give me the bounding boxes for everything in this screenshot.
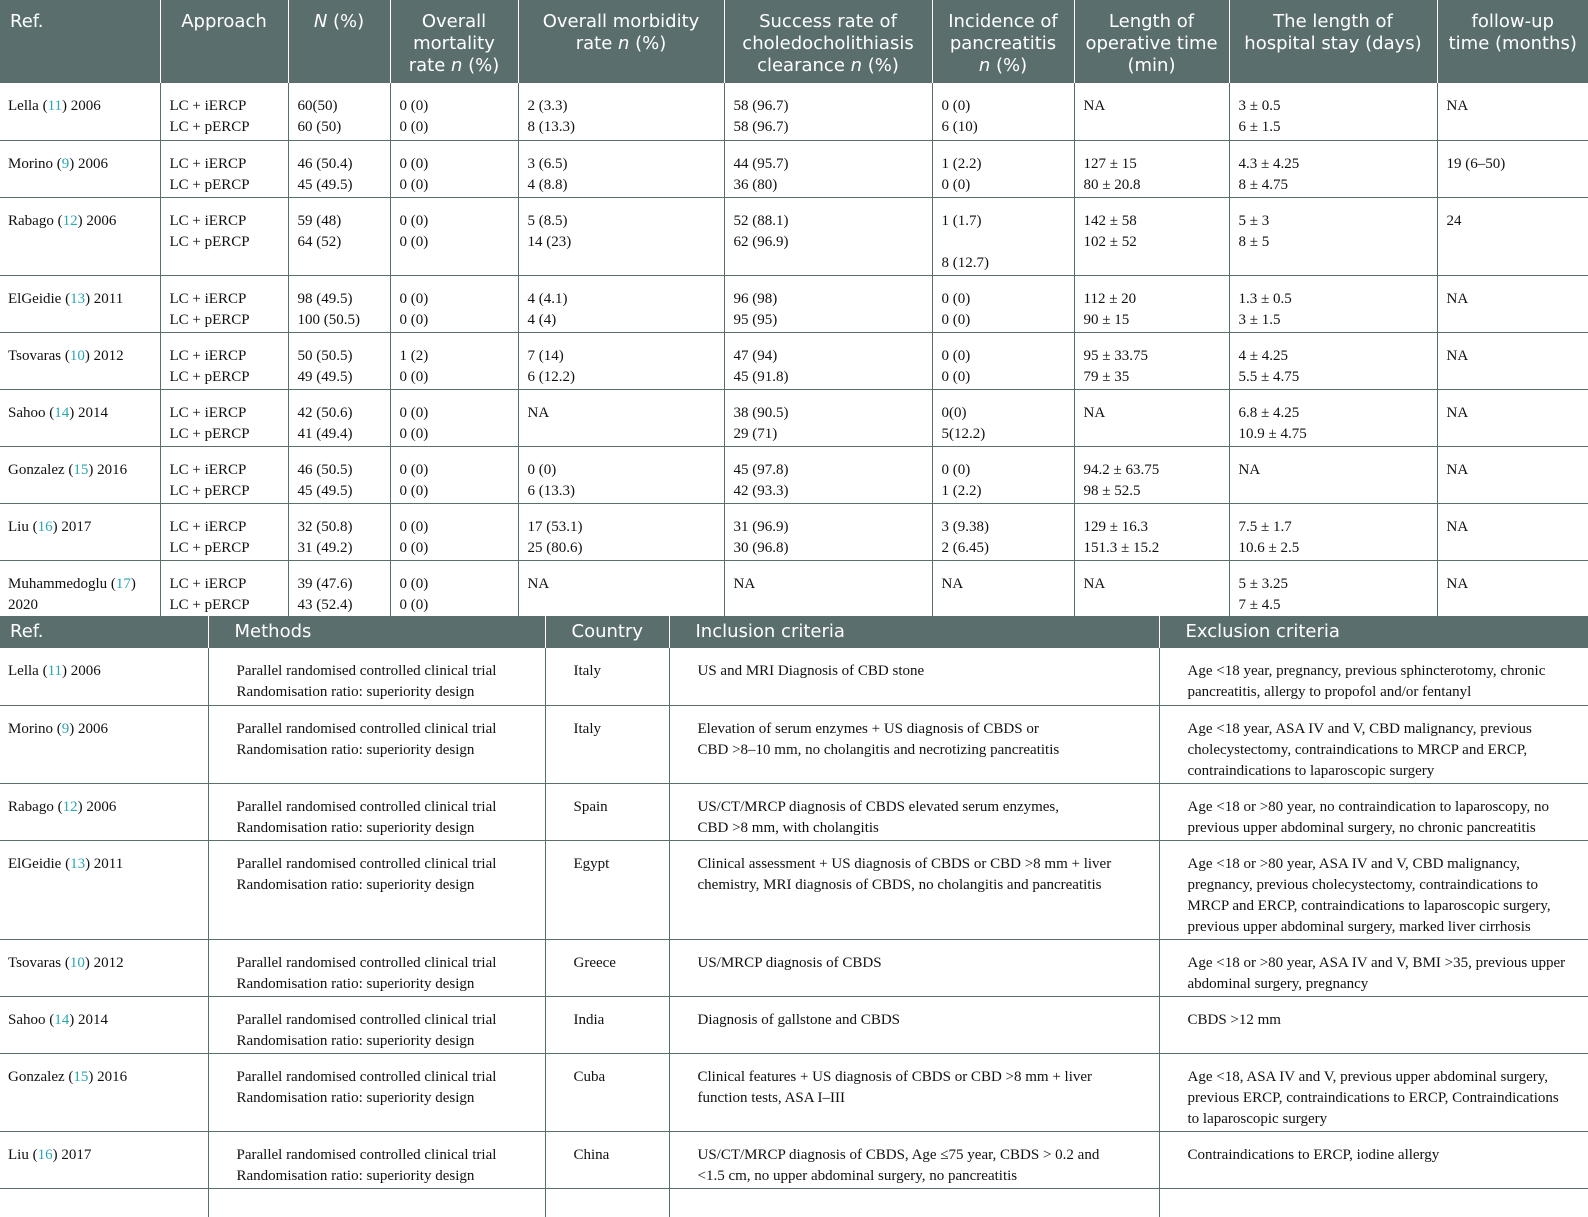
success-cell: 96 (98) 95 (95): [724, 275, 932, 332]
table-row: [0, 503, 1588, 560]
pancreatitis-cell: 3 (9.38) 2 (6.45): [932, 503, 1074, 560]
pancreatitis-cell: 1 (1.7) 8 (12.7): [932, 197, 1074, 275]
inclusion-cell: US/MRCP diagnosis of CBDS: [669, 939, 1159, 996]
ref-cell: Tsovaras (10) 2012: [0, 332, 160, 389]
ref-cell: Liu (16) 2017: [0, 1131, 208, 1188]
ref-cell: Tsovaras (10) 2012: [0, 939, 208, 996]
pancreatitis-cell: 0 (0) 0 (0): [932, 275, 1074, 332]
citation-link[interactable]: 10: [69, 954, 85, 971]
methods-cell: Parallel randomised controlled clinical trial Randomisation ratio: superiority design: [208, 840, 545, 939]
citation-link[interactable]: 14: [54, 1011, 70, 1028]
ref-cell: Morino (9) 2006: [0, 140, 160, 197]
pancreatitis-cell: 0 (0) 0 (0): [932, 332, 1074, 389]
n-cell: 59 (48) 64 (52): [288, 197, 390, 275]
mortality-cell: 0 (0) 0 (0): [390, 197, 518, 275]
morbidity-cell: 0 (0) 6 (13.3): [518, 446, 724, 503]
table-row: [0, 705, 1588, 783]
operative-time-cell: NA: [1074, 83, 1229, 140]
table-row: [0, 275, 1588, 332]
table-header-row: [0, 0, 1588, 83]
approach-cell: LC + iERCP LC + pERCP: [160, 275, 288, 332]
mortality-cell: 0 (0) 0 (0): [390, 83, 518, 140]
exclusion-cell: Contraindications to ERCP, iodine allergy: [1159, 1131, 1588, 1188]
exclusion-cell: Age <18, ASA IV and V, previous upper abdominal surgery, previous ERCP, contraindications to ERCP, Contraindications to laparoscopic surgery: [1159, 1053, 1588, 1131]
country-cell: Spain: [545, 783, 669, 840]
operative-time-cell: 94.2 ± 63.75 98 ± 52.5: [1074, 446, 1229, 503]
citation-link[interactable]: 15: [73, 1068, 89, 1085]
success-cell: 45 (97.8) 42 (93.3): [724, 446, 932, 503]
hospital-stay-cell: 3 ± 0.5 6 ± 1.5: [1229, 83, 1437, 140]
mortality-cell: 0 (0) 0 (0): [390, 446, 518, 503]
table-row: [0, 939, 1588, 996]
citation-link[interactable]: 16: [37, 518, 53, 535]
ref-cell: Muhammedoglu (17) 2020: [8, 575, 136, 613]
col-methods: Methods: [208, 616, 545, 648]
col-ref: Ref.: [0, 0, 160, 83]
col-mortality: Overall mortality rate n (%): [390, 0, 518, 83]
ref-cell: Lella (11) 2006: [0, 83, 160, 140]
n-cell: 46 (50.4) 45 (49.5): [288, 140, 390, 197]
approach-cell: LC + iERCP LC + pERCP: [160, 197, 288, 275]
approach-cell: LC + iERCP LC + pERCP: [160, 446, 288, 503]
col-followup: follow-up time (months): [1437, 0, 1588, 83]
col-success: Success rate of choledocholithiasis clearance n (%): [724, 0, 932, 83]
exclusion-cell: CBDS >12 mm: [1159, 996, 1588, 1053]
morbidity-cell: 2 (3.3) 8 (13.3): [518, 83, 724, 140]
exclusion-cell: [1159, 1188, 1588, 1217]
n-cell: 39 (47.6) 43 (52.4): [288, 560, 390, 621]
operative-time-cell: 142 ± 58 102 ± 52: [1074, 197, 1229, 275]
pancreatitis-cell: 0 (0) 1 (2.2): [932, 446, 1074, 503]
citation-link[interactable]: 12: [62, 798, 78, 815]
operative-time-cell: NA: [1074, 560, 1229, 621]
ref-cell: Gonzalez (15) 2016: [0, 446, 160, 503]
success-cell: 52 (88.1) 62 (96.9): [724, 197, 932, 275]
pancreatitis-cell: 1 (2.2) 0 (0): [932, 140, 1074, 197]
hospital-stay-cell: 6.8 ± 4.25 10.9 ± 4.75: [1229, 389, 1437, 446]
followup-cell: NA: [1437, 560, 1588, 621]
mortality-cell: 0 (0) 0 (0): [390, 389, 518, 446]
n-cell: 60(50) 60 (50): [288, 83, 390, 140]
methods-cell: Parallel randomised controlled clinical trial Randomisation ratio: superiority design: [208, 1131, 545, 1188]
hospital-stay-cell: 5 ± 3.25 7 ± 4.5: [1229, 560, 1437, 621]
morbidity-cell: 17 (53.1) 25 (80.6): [518, 503, 724, 560]
exclusion-cell: Age <18 or >80 year, no contraindication to laparoscopy, no previous upper abdominal surgery, no chronic pancreatitis: [1159, 783, 1588, 840]
table-row: [0, 1053, 1588, 1131]
col-pancreatitis: Incidence of pancreatitis n (%): [932, 0, 1074, 83]
table-row: [0, 83, 1588, 140]
followup-cell: 19 (6–50): [1437, 140, 1588, 197]
col-morbidity: Overall morbidity rate n (%): [518, 0, 724, 83]
col-approach: Approach: [160, 0, 288, 83]
table-row: [0, 840, 1588, 939]
col-n: N (%): [288, 0, 390, 83]
table-row: [0, 197, 1588, 275]
pancreatitis-cell: 0(0) 5(12.2): [932, 389, 1074, 446]
methods-cell: Parallel randomised controlled clinical trial Randomisation ratio: superiority design: [208, 705, 545, 783]
success-cell: 31 (96.9) 30 (96.8): [724, 503, 932, 560]
table-row-clipped: [0, 1188, 1588, 1217]
approach-cell: LC + iERCP LC + pERCP: [160, 332, 288, 389]
col-inclusion: Inclusion criteria: [669, 616, 1159, 648]
citation-link[interactable]: 13: [70, 290, 86, 307]
study-characteristics-table: [0, 616, 1588, 1217]
followup-cell: NA: [1437, 332, 1588, 389]
pancreatitis-cell: 0 (0) 6 (10): [932, 83, 1074, 140]
ref-cell: Gonzalez (15) 2016: [0, 1053, 208, 1131]
inclusion-cell: Clinical features + US diagnosis of CBDS or CBD >8 mm + liver function tests, ASA I–III: [669, 1053, 1159, 1131]
citation-link[interactable]: 17: [115, 575, 131, 592]
operative-time-cell: 129 ± 16.3 151.3 ± 15.2: [1074, 503, 1229, 560]
mortality-cell: 0 (0) 0 (0): [390, 560, 518, 621]
table-row: [0, 140, 1588, 197]
success-cell: 38 (90.5) 29 (71): [724, 389, 932, 446]
methods-cell: Parallel randomised controlled clinical trial Randomisation ratio: superiority design: [208, 1053, 545, 1131]
table-row: [0, 560, 1588, 621]
table-row: [0, 332, 1588, 389]
inclusion-cell: US and MRI Diagnosis of CBD stone: [669, 648, 1159, 705]
success-cell: 58 (96.7) 58 (96.7): [724, 83, 932, 140]
approach-cell: LC + iERCP LC + pERCP: [160, 140, 288, 197]
exclusion-cell: Age <18 year, pregnancy, previous sphincterotomy, chronic pancreatitis, allergy to propofol and/or fentanyl: [1159, 648, 1588, 705]
country-cell: India: [545, 996, 669, 1053]
country-cell: China: [545, 1131, 669, 1188]
morbidity-cell: 4 (4.1) 4 (4): [518, 275, 724, 332]
ref-cell: Morino (9) 2006: [0, 705, 208, 783]
country-cell: [545, 1188, 669, 1217]
country-cell: Italy: [545, 705, 669, 783]
citation-link[interactable]: 14: [54, 404, 70, 421]
success-cell: 47 (94) 45 (91.8): [724, 332, 932, 389]
col-operative-time: Length of operative time (min): [1074, 0, 1229, 83]
n-cell: 98 (49.5) 100 (50.5): [288, 275, 390, 332]
operative-time-cell: 127 ± 15 80 ± 20.8: [1074, 140, 1229, 197]
pancreatitis-cell: NA: [932, 560, 1074, 621]
mortality-cell: 1 (2) 0 (0): [390, 332, 518, 389]
col-hospital-stay: The length of hospital stay (days): [1229, 0, 1437, 83]
followup-cell: NA: [1437, 503, 1588, 560]
mortality-cell: 0 (0) 0 (0): [390, 140, 518, 197]
followup-cell: NA: [1437, 275, 1588, 332]
methods-cell: Parallel randomised controlled clinical trial Randomisation ratio: superiority design: [208, 648, 545, 705]
approach-cell: LC + iERCP LC + pERCP: [160, 560, 288, 621]
citation-link[interactable]: 9: [61, 155, 70, 172]
approach-cell: LC + iERCP LC + pERCP: [160, 83, 288, 140]
col-exclusion: Exclusion criteria: [1159, 616, 1588, 648]
citation-link[interactable]: 11: [47, 663, 63, 679]
approach-cell: LC + iERCP LC + pERCP: [160, 503, 288, 560]
hospital-stay-cell: 4 ± 4.25 5.5 ± 4.75: [1229, 332, 1437, 389]
citation-link[interactable]: 15: [73, 461, 89, 478]
hospital-stay-cell: NA: [1229, 446, 1437, 503]
citation-link[interactable]: 12: [62, 212, 78, 229]
inclusion-cell: Clinical assessment + US diagnosis of CBDS or CBD >8 mm + liver chemistry, MRI diagnosis of CBDS, no cholangitis and pancreatitis: [669, 840, 1159, 939]
inclusion-cell: [669, 1188, 1159, 1217]
operative-time-cell: 95 ± 33.75 79 ± 35: [1074, 332, 1229, 389]
n-cell: 42 (50.6) 41 (49.4): [288, 389, 390, 446]
country-cell: Cuba: [545, 1053, 669, 1131]
hospital-stay-cell: 5 ± 3 8 ± 5: [1229, 197, 1437, 275]
methods-cell: Parallel randomised controlled clinical trial Randomisation ratio: superiority design: [208, 939, 545, 996]
citation-link[interactable]: 11: [47, 98, 63, 114]
ref-cell: ElGeidie (13) 2011: [0, 840, 208, 939]
ref-cell: Rabago (12) 2006: [0, 197, 160, 275]
citation-link[interactable]: 13: [70, 855, 86, 872]
morbidity-cell: 3 (6.5) 4 (8.8): [518, 140, 724, 197]
morbidity-cell: NA: [518, 560, 724, 621]
n-cell: 50 (50.5) 49 (49.5): [288, 332, 390, 389]
methods-cell: Parallel randomised controlled clinical trial Randomisation ratio: superiority design: [208, 783, 545, 840]
n-cell: 32 (50.8) 31 (49.2): [288, 503, 390, 560]
ref-cell: Sahoo (14) 2014: [0, 996, 208, 1053]
approach-cell: LC + iERCP LC + pERCP: [160, 389, 288, 446]
success-cell: NA: [724, 560, 932, 621]
morbidity-cell: 5 (8.5) 14 (23): [518, 197, 724, 275]
country-cell: Greece: [545, 939, 669, 996]
morbidity-cell: 7 (14) 6 (12.2): [518, 332, 724, 389]
ref-cell: Lella (11) 2006: [0, 648, 208, 705]
followup-cell: NA: [1437, 83, 1588, 140]
inclusion-cell: US/CT/MRCP diagnosis of CBDS, Age ≤75 year, CBDS > 0.2 and <1.5 cm, no upper abdominal surgery, no pancreatitis: [669, 1131, 1159, 1188]
hospital-stay-cell: 1.3 ± 0.5 3 ± 1.5: [1229, 275, 1437, 332]
morbidity-cell: NA: [518, 389, 724, 446]
ref-cell: [0, 1188, 208, 1217]
table-row: [0, 996, 1588, 1053]
exclusion-cell: Age <18 or >80 year, ASA IV and V, CBD malignancy, pregnancy, previous cholecystectomy, contraindications to MRCP and ERCP, contraindications to laparoscopic surgery, previous upper abdominal surgery, marked liver cirrhosis: [1159, 840, 1588, 939]
inclusion-cell: US/CT/MRCP diagnosis of CBDS elevated serum enzymes, CBD >8 mm, with cholangitis: [669, 783, 1159, 840]
ref-cell: Rabago (12) 2006: [0, 783, 208, 840]
citation-link[interactable]: 10: [69, 347, 85, 364]
mortality-cell: 0 (0) 0 (0): [390, 503, 518, 560]
methods-cell: Parallel randomised controlled clinical trial Randomisation ratio: superiority design: [208, 996, 545, 1053]
hospital-stay-cell: 7.5 ± 1.7 10.6 ± 2.5: [1229, 503, 1437, 560]
citation-link[interactable]: 9: [61, 720, 70, 737]
table-row: [0, 783, 1588, 840]
operative-time-cell: 112 ± 20 90 ± 15: [1074, 275, 1229, 332]
table-header-row: [0, 616, 1588, 648]
ref-cell: ElGeidie (13) 2011: [0, 275, 160, 332]
col-ref: Ref.: [0, 616, 208, 648]
followup-cell: NA: [1437, 446, 1588, 503]
ref-cell: Sahoo (14) 2014: [0, 389, 160, 446]
inclusion-cell: Diagnosis of gallstone and CBDS: [669, 996, 1159, 1053]
country-cell: Egypt: [545, 840, 669, 939]
country-cell: Italy: [545, 648, 669, 705]
inclusion-cell: Elevation of serum enzymes + US diagnosis of CBDS or CBD >8–10 mm, no cholangitis and necrotizing pancreatitis: [669, 705, 1159, 783]
exclusion-cell: Age <18 year, ASA IV and V, CBD malignancy, previous cholecystectomy, contraindications to MRCP and ERCP, contraindications to laparoscopic surgery: [1159, 705, 1588, 783]
table-row: [0, 446, 1588, 503]
ref-cell: Liu (16) 2017: [0, 503, 160, 560]
table-row: [0, 1131, 1588, 1188]
n-cell: 46 (50.5) 45 (49.5): [288, 446, 390, 503]
table-row: [0, 648, 1588, 705]
followup-cell: NA: [1437, 389, 1588, 446]
hospital-stay-cell: 4.3 ± 4.25 8 ± 4.75: [1229, 140, 1437, 197]
operative-time-cell: NA: [1074, 389, 1229, 446]
exclusion-cell: Age <18 or >80 year, ASA IV and V, BMI >35, previous upper abdominal surgery, pregnancy: [1159, 939, 1588, 996]
citation-link[interactable]: 16: [37, 1146, 53, 1163]
col-country: Country: [545, 616, 669, 648]
followup-cell: 24: [1437, 197, 1588, 275]
mortality-cell: 0 (0) 0 (0): [390, 275, 518, 332]
methods-cell: [208, 1188, 545, 1217]
success-cell: 44 (95.7) 36 (80): [724, 140, 932, 197]
table-row: [0, 389, 1588, 446]
